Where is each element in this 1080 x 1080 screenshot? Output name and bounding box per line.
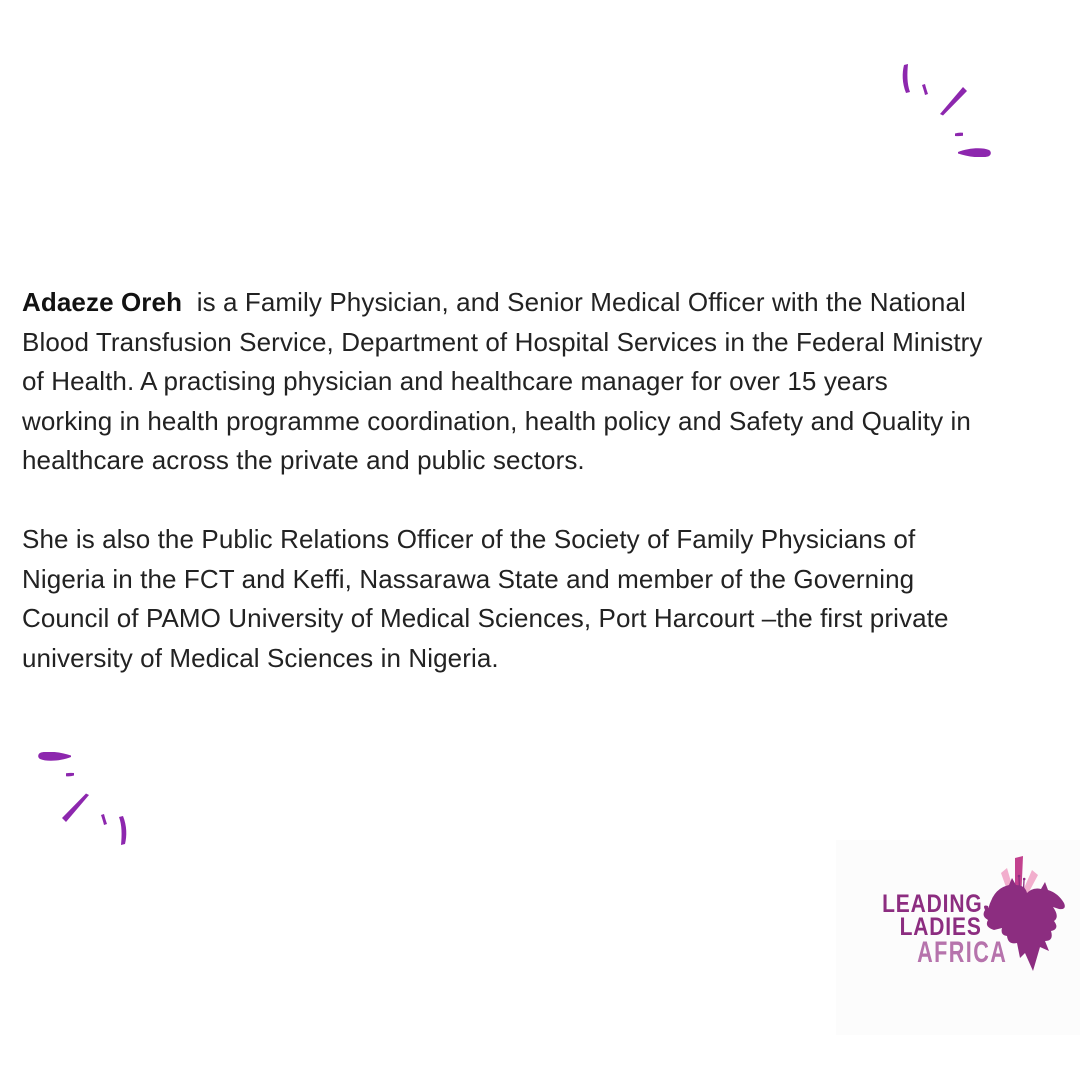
bio-line [22, 283, 1068, 323]
bio-line: She is also the Public Relations Officer of the Society of Family Physicians of [22, 524, 916, 554]
bio-paragraph-1 [22, 283, 1068, 481]
bio-line: working in health programme coordination, health policy and Safety and Quality in [22, 405, 971, 436]
brush-stroke-group [38, 752, 126, 845]
bio-line: of Health. A practising physician and healthcare manager for over 15 years [22, 366, 888, 396]
logo-text-africa: AFRICA [916, 936, 1007, 969]
bio-paragraph-2 [22, 520, 1068, 678]
bio-line: Blood Transfusion Service, Department of Hospital Services in the Federal Ministry [22, 326, 983, 357]
brush-stroke-group [903, 64, 991, 157]
logo [836, 840, 1080, 1035]
brush-strokes-bottom-left [36, 752, 131, 847]
person-name: Adaeze Oreh [22, 287, 183, 317]
africa-silhouette-icon [984, 878, 1065, 971]
bio-text [22, 283, 1068, 678]
bio-line: university of Medical Sciences in Nigeria. [22, 642, 499, 673]
logo-text-leading: LEADING [881, 890, 982, 918]
bio-line: Council of PAMO University of Medical Sciences, Port Harcourt –the first private [22, 603, 949, 633]
brush-strokes-top-right [898, 62, 993, 157]
africa-woman-logo-graphic [976, 850, 1072, 980]
logo-text-ladies: LADIES [899, 913, 982, 941]
bio-line: healthcare across the private and public sectors. [22, 445, 585, 475]
bio-line: Nigeria in the FCT and Keffi, Nassarawa State and member of the Governing [22, 563, 915, 594]
bio-line-text: is a Family Physician, and Senior Medical Officer with the National [182, 287, 966, 317]
